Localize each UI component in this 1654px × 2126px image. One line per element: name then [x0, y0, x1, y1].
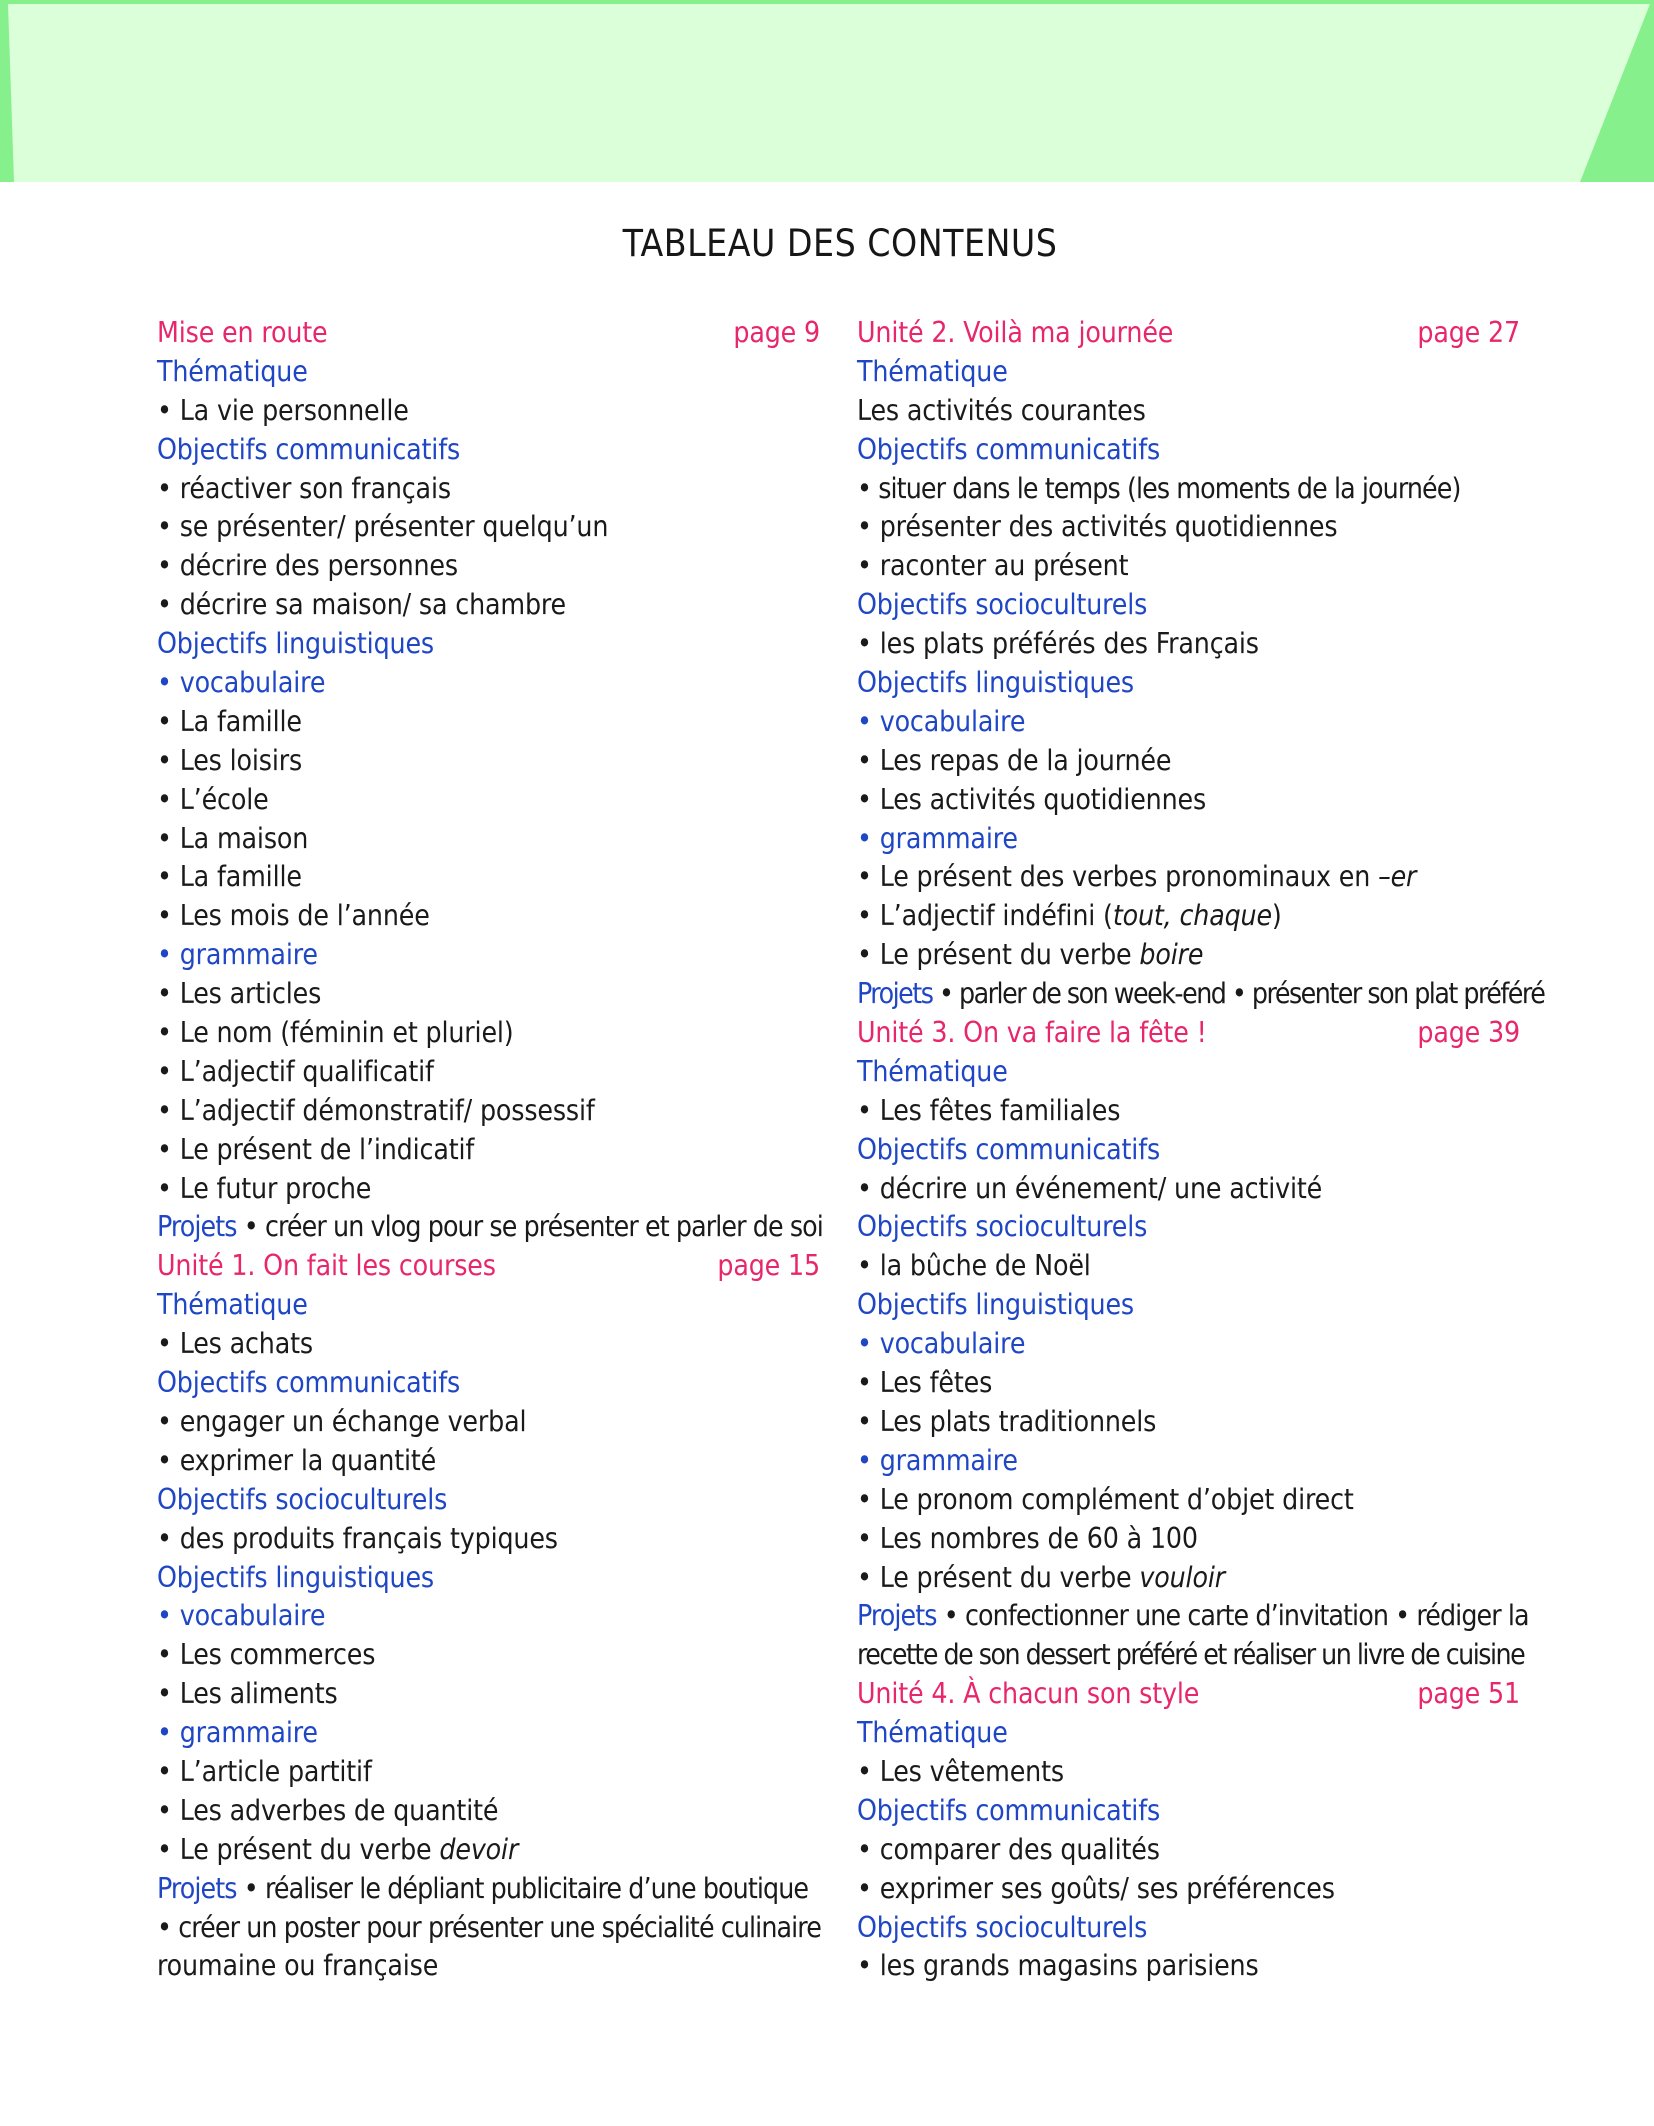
- projets-text: • confectionner une carte d’invitation • rédiger la: [936, 1599, 1529, 1633]
- list-item: • la bûche de Noël: [857, 1249, 1091, 1283]
- list-item: • Le présent de l’indicatif: [157, 1132, 475, 1166]
- projets-text-continued: roumaine ou française: [157, 1949, 439, 1983]
- unit-title: Unité 1. On fait les courses: [157, 1249, 496, 1283]
- section-heading-objectifs-linguistiques: Objectifs linguistiques: [157, 627, 434, 661]
- section-heading-objectifs-linguistiques: Objectifs linguistiques: [857, 1288, 1134, 1322]
- section-heading-thematique: Thématique: [857, 1716, 1008, 1750]
- list-item: • Les adverbes de quantité: [157, 1793, 499, 1827]
- section-heading-objectifs-communicatifs: Objectifs communicatifs: [857, 1793, 1161, 1827]
- section-heading-objectifs-socioculturels: Objectifs socioculturels: [857, 1210, 1148, 1244]
- toc-left-column: [157, 314, 823, 1986]
- subheading-grammaire: • grammaire: [157, 938, 318, 972]
- page-title: TABLEAU DES CONTENUS: [622, 222, 1058, 265]
- list-item: • Les loisirs: [157, 743, 303, 777]
- list-item: [857, 858, 1520, 897]
- list-item: • Les activités quotidiennes: [857, 782, 1207, 816]
- list-item: • L’adjectif qualificatif: [157, 1054, 434, 1088]
- list-item: • Le nom (féminin et pluriel): [157, 1016, 514, 1050]
- section-heading-objectifs-communicatifs: Objectifs communicatifs: [157, 432, 461, 466]
- list-item: • exprimer ses goûts/ ses préférences: [857, 1871, 1335, 1905]
- list-item: • décrire sa maison/ sa chambre: [157, 588, 567, 622]
- list-item: • se présenter/ présenter quelqu’un: [157, 510, 609, 544]
- list-item: • engager un échange verbal: [157, 1404, 527, 1438]
- list-item: • L’adjectif démonstratif/ possessif: [157, 1093, 595, 1127]
- subheading-vocabulaire: • vocabulaire: [157, 666, 326, 700]
- page-number: page 27: [1417, 316, 1520, 349]
- list-item-text: • Le présent du verbe: [857, 938, 1140, 972]
- list-item: • situer dans le temps (les moments de la journée): [857, 471, 1461, 505]
- list-item-text: • Le présent des verbes pronominaux en: [857, 860, 1379, 894]
- projets-text: • parler de son week-end • présenter son plat préféré: [932, 977, 1545, 1011]
- list-item: • présenter des activités quotidiennes: [857, 510, 1338, 544]
- list-item: • Le futur proche: [157, 1171, 372, 1205]
- list-item: • La maison: [157, 821, 309, 855]
- list-item: Les activités courantes: [857, 393, 1146, 427]
- subheading-grammaire: • grammaire: [157, 1716, 318, 1750]
- list-item: • réactiver son français: [157, 471, 451, 505]
- section-heading-objectifs-socioculturels: Objectifs socioculturels: [857, 1910, 1148, 1944]
- list-item: [857, 897, 1520, 936]
- projets-text: • créer un vlog pour se présenter et parler de soi: [236, 1210, 823, 1244]
- banner-light-panel-inner: [60, 10, 1548, 182]
- page-number: page 39: [1417, 1016, 1520, 1050]
- projets-text: • réaliser le dépliant publicitaire d’une boutique: [236, 1871, 809, 1905]
- unit-title: Unité 4. À chacun son style: [857, 1677, 1200, 1711]
- subheading-vocabulaire: • vocabulaire: [857, 1327, 1026, 1361]
- list-item: • décrire un événement/ une activité: [857, 1171, 1323, 1205]
- projets-label: Projets: [157, 1871, 237, 1905]
- list-item: • La famille: [157, 704, 302, 738]
- list-item: • exprimer la quantité: [157, 1443, 437, 1477]
- projets-text-continued: • créer un poster pour présenter une spécialité culinaire: [157, 1910, 821, 1944]
- list-item: • Les fêtes: [857, 1366, 993, 1400]
- list-item-italic: boire: [1139, 938, 1204, 972]
- projets-line: [157, 1208, 823, 1247]
- list-item-italic: devoir: [439, 1832, 519, 1866]
- subheading-grammaire: • grammaire: [857, 1443, 1018, 1477]
- section-heading-objectifs-communicatifs: Objectifs communicatifs: [857, 1132, 1161, 1166]
- section-heading-thematique: Thématique: [857, 354, 1008, 388]
- list-item: [857, 936, 1520, 975]
- unit-title: Unité 2. Voilà ma journée: [857, 316, 1174, 349]
- section-heading-thematique: Thématique: [157, 1288, 308, 1322]
- projets-label: Projets: [857, 977, 933, 1011]
- list-item: [857, 1559, 1520, 1598]
- toc-entry-mise-en-route[interactable]: [157, 314, 820, 353]
- list-item: • des produits français typiques: [157, 1521, 558, 1555]
- list-item: • les plats préférés des Français: [857, 627, 1259, 661]
- list-item-italic: vouloir: [1139, 1560, 1225, 1594]
- list-item: • La famille: [157, 860, 302, 894]
- toc-entry-unite-3[interactable]: [857, 1014, 1520, 1053]
- section-heading-objectifs-socioculturels: Objectifs socioculturels: [857, 588, 1148, 622]
- list-item: • raconter au présent: [857, 549, 1129, 583]
- section-heading-objectifs-linguistiques: Objectifs linguistiques: [857, 666, 1134, 700]
- list-item: • les grands magasins parisiens: [857, 1949, 1259, 1983]
- section-heading-objectifs-socioculturels: Objectifs socioculturels: [157, 1482, 448, 1516]
- header-banner: [0, 0, 1654, 182]
- section-heading-objectifs-communicatifs: Objectifs communicatifs: [157, 1366, 461, 1400]
- projets-label: Projets: [857, 1599, 937, 1633]
- list-item: • L’article partitif: [157, 1754, 372, 1788]
- list-item: • comparer des qualités: [857, 1832, 1160, 1866]
- list-item-italic: tout, chaque: [1112, 899, 1272, 933]
- list-item-text: • L’adjectif indéfini (: [857, 899, 1113, 933]
- list-item: • Les achats: [157, 1327, 313, 1361]
- list-item: • décrire des personnes: [157, 549, 458, 583]
- page-number: page 9: [733, 316, 820, 349]
- list-item: • Les repas de la journée: [857, 743, 1172, 777]
- unit-title: Unité 3. On va faire la fête !: [857, 1016, 1207, 1050]
- section-heading-objectifs-communicatifs: Objectifs communicatifs: [857, 432, 1161, 466]
- subheading-grammaire: • grammaire: [857, 821, 1018, 855]
- section-heading-thematique: Thématique: [857, 1054, 1008, 1088]
- toc-right-column: [857, 314, 1545, 1986]
- toc-entry-unite-2[interactable]: [857, 314, 1520, 353]
- list-item: • Les articles: [157, 977, 322, 1011]
- toc-entry-unite-4[interactable]: [857, 1675, 1520, 1714]
- subheading-vocabulaire: • vocabulaire: [157, 1599, 326, 1633]
- list-item: • Les fêtes familiales: [857, 1093, 1121, 1127]
- list-item: [157, 1831, 820, 1870]
- section-heading-objectifs-linguistiques: Objectifs linguistiques: [157, 1560, 434, 1594]
- list-item-italic: –er: [1378, 860, 1417, 894]
- toc-entry-unite-1[interactable]: [157, 1247, 820, 1286]
- list-item: • Le pronom complément d’objet direct: [857, 1482, 1354, 1516]
- list-item: • Les mois de l’année: [157, 899, 430, 933]
- projets-line: [857, 975, 1545, 1014]
- list-item: • Les commerces: [157, 1638, 376, 1672]
- section-heading-thematique: Thématique: [157, 354, 308, 388]
- projets-line: [857, 1597, 1529, 1636]
- list-item: • La vie personnelle: [157, 393, 409, 427]
- list-item-text: • Le présent du verbe: [857, 1560, 1140, 1594]
- subheading-vocabulaire: • vocabulaire: [857, 704, 1026, 738]
- list-item-text: • Le présent du verbe: [157, 1832, 440, 1866]
- page-number: page 51: [1417, 1677, 1520, 1711]
- list-item: • Les vêtements: [857, 1754, 1064, 1788]
- projets-label: Projets: [157, 1210, 237, 1244]
- list-item: • Les aliments: [157, 1677, 338, 1711]
- list-item: • L’école: [157, 782, 269, 816]
- list-item: • Les plats traditionnels: [857, 1404, 1157, 1438]
- list-item-text-end: ): [1271, 899, 1282, 933]
- projets-text-continued: recette de son dessert préféré et réaliser un livre de cuisine: [857, 1638, 1525, 1672]
- page-number: page 15: [717, 1249, 820, 1283]
- list-item: • Les nombres de 60 à 100: [857, 1521, 1198, 1555]
- unit-title: Mise en route: [157, 316, 328, 349]
- projets-line: [157, 1870, 820, 1909]
